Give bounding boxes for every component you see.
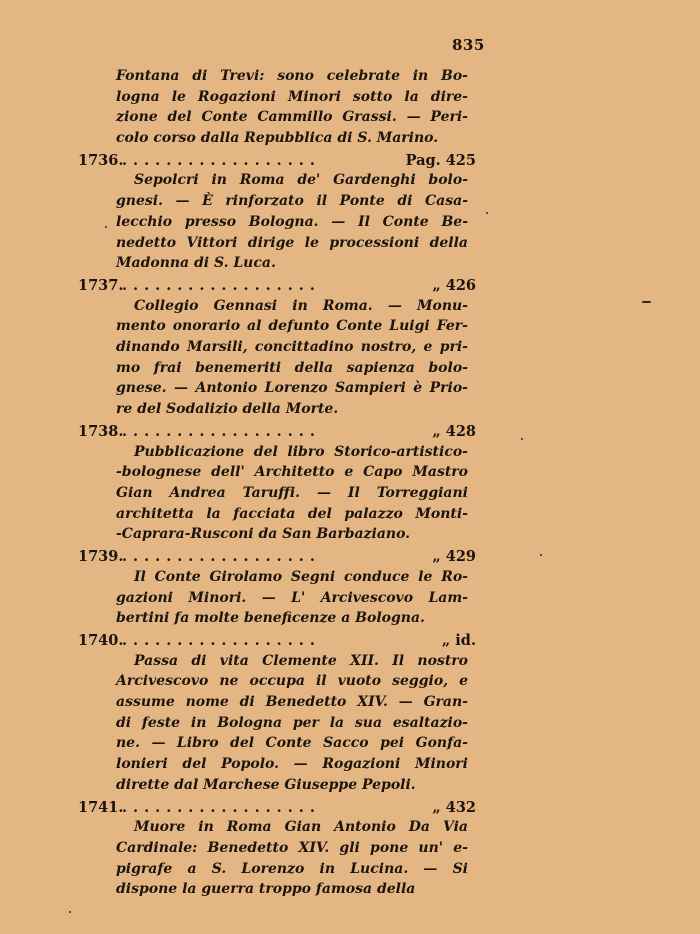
dot-leader: .................. xyxy=(122,632,321,649)
dot-leader: .................. xyxy=(122,799,321,816)
dot-leader: .................. xyxy=(122,152,321,169)
year-entry xyxy=(78,275,476,297)
text-line: colo corso dalla Repubblica di S. Marino. xyxy=(116,130,439,146)
text-line: dispone la guerra troppo famosa della xyxy=(116,881,416,897)
text-line: Sepolcri in Roma de' Gardenghi bolo- xyxy=(134,172,468,188)
entry-page-ref: Pag. 425 xyxy=(405,152,476,169)
scan-speck xyxy=(486,212,488,214)
page-number: 835 xyxy=(452,36,485,54)
text-line: Collegio Gennasi in Roma. — Monu- xyxy=(134,298,468,314)
year-entry xyxy=(78,546,476,568)
entry-year: 1741. xyxy=(78,799,124,816)
text-line: Cardinale: Benedetto XIV. gli pone un' e- xyxy=(116,840,468,856)
entry-year: 1739. xyxy=(78,548,124,565)
year-entry xyxy=(78,797,476,819)
year-entry xyxy=(78,630,476,652)
text-line: gazioni Minori. — L' Arcivescovo Lam- xyxy=(116,590,468,606)
scan-speck xyxy=(69,911,71,913)
year-entry xyxy=(78,421,476,443)
text-line: gnesi. — È rinforzato il Ponte di Casa- xyxy=(116,193,468,209)
entry-page-ref: „ 426 xyxy=(432,277,476,294)
text-line: gnese. — Antonio Lorenzo Sampieri è Prio- xyxy=(116,380,468,396)
text-line: logna le Rogazioni Minori sotto la dire- xyxy=(116,89,468,105)
dot-leader: .................. xyxy=(122,423,321,440)
text-line: Muore in Roma Gian Antonio Da Via xyxy=(134,819,468,835)
entry-year: 1737. xyxy=(78,277,124,294)
text-line: Il Conte Girolamo Segni conduce le Ro- xyxy=(134,569,468,585)
text-line: dirette dal Marchese Giuseppe Pepoli. xyxy=(116,777,416,793)
text-line: Fontana di Trevi: sono celebrate in Bo- xyxy=(116,68,468,84)
text-line: Madonna di S. Luca. xyxy=(116,255,276,271)
scan-speck xyxy=(105,226,107,228)
entry-page-ref: „ 429 xyxy=(432,548,476,565)
text-line: Passa di vita Clemente XII. Il nostro xyxy=(134,653,468,669)
text-line: architetta la facciata del palazzo Monti- xyxy=(116,506,468,522)
text-line: Gian Andrea Taruffi. — Il Torreggiani xyxy=(116,485,468,501)
entry-year: 1736. xyxy=(78,152,124,169)
entry-year: 1738. xyxy=(78,423,124,440)
text-line: nedetto Vittori dirige le processioni della xyxy=(116,235,468,251)
text-line: ne. — Libro del Conte Sacco pei Gonfa- xyxy=(116,735,468,751)
text-line: re del Sodalizio della Morte. xyxy=(116,401,339,417)
text-line: di feste in Bologna per la sua esaltazio- xyxy=(116,715,468,731)
text-line: Pubblicazione del libro Storico-artistico- xyxy=(134,444,468,460)
text-line: pigrafe a S. Lorenzo in Lucina. — Si xyxy=(116,861,468,877)
text-line: lonieri del Popolo. — Rogazioni Minori xyxy=(116,756,468,772)
entry-year: 1740. xyxy=(78,632,124,649)
entry-page-ref: „ 432 xyxy=(432,799,476,816)
text-line: -Caprara-Rusconi da San Barbaziano. xyxy=(116,526,411,542)
text-line: lecchio presso Bologna. — Il Conte Be- xyxy=(116,214,468,230)
text-line: -bolognese dell' Architetto e Capo Mastro xyxy=(116,464,468,480)
scan-speck xyxy=(521,438,523,440)
text-line: assume nome di Benedetto XIV. — Gran- xyxy=(116,694,468,710)
text-line: mo frai benemeriti della sapienza bolo- xyxy=(116,360,468,376)
entry-page-ref: „ id. xyxy=(441,632,476,649)
dot-leader: .................. xyxy=(122,548,321,565)
text-line: mento onorario al defunto Conte Luigi Fer- xyxy=(116,318,468,334)
text-line: bertini fa molte beneficenze a Bologna. xyxy=(116,610,425,626)
dot-leader: .................. xyxy=(122,277,321,294)
entry-page-ref: „ 428 xyxy=(432,423,476,440)
scan-speck xyxy=(540,554,542,556)
scan-speck xyxy=(642,301,651,303)
year-entry xyxy=(78,150,476,172)
text-line: Arcivescovo ne occupa il vuoto seggio, e xyxy=(116,673,468,689)
text-line: dinando Marsili, concittadino nostro, e pri- xyxy=(116,339,468,355)
text-line: zione del Conte Cammillo Grassi. — Peri- xyxy=(116,109,468,125)
